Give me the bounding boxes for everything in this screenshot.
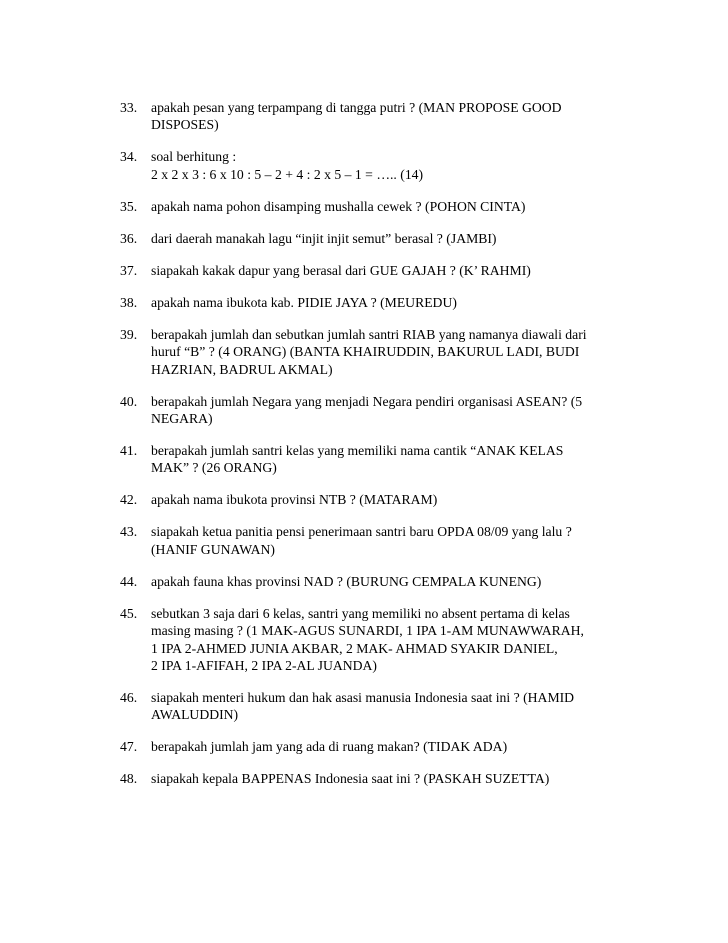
- question-item: [120, 442, 620, 477]
- question-item: [120, 491, 620, 508]
- question-text: [151, 491, 620, 508]
- question-text-line: 2 IPA 1-AFIFAH, 2 IPA 2-AL JUANDA): [151, 658, 377, 674]
- question-text-line: berapakah jumlah santri kelas yang memiliki nama cantik “ANAK KELAS: [151, 443, 564, 459]
- question-number: 44.: [120, 573, 138, 589]
- question-text: [151, 326, 620, 378]
- question-text-line: apakah pesan yang terpampang di tangga putri ? (MAN PROPOSE GOOD: [151, 100, 562, 115]
- question-item: [120, 262, 620, 279]
- question-number: 37.: [120, 262, 138, 278]
- question-number: 48.: [120, 771, 138, 787]
- question-number: 47.: [120, 739, 138, 755]
- question-number: 35.: [120, 198, 138, 214]
- question-number: 40.: [120, 393, 138, 409]
- question-number: 33.: [120, 100, 138, 115]
- question-text-line: siapakah menteri hukum dan hak asasi manusia Indonesia saat ini ? (HAMID: [151, 690, 575, 706]
- question-number: 46.: [120, 690, 138, 706]
- question-text: [151, 770, 620, 787]
- question-text-line: siapakah kakak dapur yang berasal dari GUE GAJAH ? (K’ RAHMI): [151, 262, 531, 278]
- question-text-line: dari daerah manakah lagu “injit injit semut” berasal ? (JAMBI): [151, 230, 497, 246]
- question-text-line: 2 x 2 x 3 : 6 x 10 : 5 – 2 + 4 : 2 x 5 – 1 = ….. (14): [151, 166, 424, 182]
- question-number: 34.: [120, 149, 138, 165]
- question-item: [120, 738, 620, 755]
- question-text-line: berapakah jumlah Negara yang menjadi Negara pendiri organisasi ASEAN? (5: [151, 393, 583, 409]
- question-item: [120, 605, 620, 675]
- question-item: [120, 99, 620, 134]
- question-item: [120, 523, 620, 558]
- question-text: [151, 294, 620, 311]
- question-number: 38.: [120, 294, 138, 310]
- question-text-line: soal berhitung :: [151, 149, 237, 165]
- question-text-line: apakah fauna khas provinsi NAD ? (BURUNG CEMPALA KUNENG): [151, 573, 542, 589]
- question-item: [120, 770, 620, 787]
- question-text-line: siapakah ketua panitia pensi penerimaan santri baru OPDA 08/09 yang lalu ?: [151, 524, 572, 540]
- question-text-line: berapakah jumlah dan sebutkan jumlah santri RIAB yang namanya diawali dari: [151, 326, 587, 342]
- question-number: 39.: [120, 326, 138, 342]
- question-item: [120, 198, 620, 215]
- question-text-line: huruf “B” ? (4 ORANG) (BANTA KHAIRUDDIN, BAKURUL LADI, BUDI: [151, 344, 580, 360]
- question-list: [120, 99, 620, 802]
- question-text-line: HAZRIAN, BADRUL AKMAL): [151, 361, 333, 377]
- question-text-line: NEGARA): [151, 411, 213, 427]
- question-text: [151, 198, 620, 215]
- question-text-line: sebutkan 3 saja dari 6 kelas, santri yang memiliki no absent pertama di kelas: [151, 605, 570, 621]
- question-text: [151, 230, 620, 247]
- question-item: [120, 148, 620, 183]
- question-text-line: siapakah kepala BAPPENAS Indonesia saat ini ? (PASKAH SUZETTA): [151, 771, 550, 787]
- question-text-line: (HANIF GUNAWAN): [151, 541, 275, 557]
- question-number: 41.: [120, 443, 138, 459]
- question-text: [151, 148, 620, 183]
- question-text-line: apakah nama ibukota provinsi NTB ? (MATARAM): [151, 492, 438, 508]
- question-text: [151, 605, 620, 675]
- question-text-line: MAK” ? (26 ORANG): [151, 460, 277, 476]
- question-text: [151, 738, 620, 755]
- question-text-line: AWALUDDIN): [151, 707, 239, 723]
- question-text: [151, 262, 620, 279]
- question-item: [120, 294, 620, 311]
- question-text-line: berapakah jumlah jam yang ada di ruang makan? (TIDAK ADA): [151, 739, 508, 755]
- question-text-line: apakah nama pohon disamping mushalla cewek ? (POHON CINTA): [151, 198, 526, 214]
- question-text: [151, 442, 620, 477]
- question-item: [120, 689, 620, 724]
- question-text: [151, 573, 620, 590]
- question-text: [151, 393, 620, 428]
- question-text-line: apakah nama ibukota kab. PIDIE JAYA ? (MEUREDU): [151, 294, 457, 310]
- question-number: 42.: [120, 492, 138, 508]
- question-item: [120, 393, 620, 428]
- question-number: 45.: [120, 605, 138, 621]
- question-item: [120, 573, 620, 590]
- question-number: 43.: [120, 524, 138, 540]
- question-text: [151, 523, 620, 558]
- question-text: [151, 689, 620, 724]
- question-item: [120, 326, 620, 378]
- question-text-line: 1 IPA 2-AHMED JUNIA AKBAR, 2 MAK- AHMAD SYAKIR DANIEL,: [151, 640, 558, 656]
- question-text: [151, 99, 620, 134]
- question-number: 36.: [120, 230, 138, 246]
- question-text-line: masing masing ? (1 MAK-AGUS SUNARDI, 1 IPA 1-AM MUNAWWARAH,: [151, 623, 584, 639]
- question-item: [120, 230, 620, 247]
- question-text-line: DISPOSES): [151, 117, 219, 133]
